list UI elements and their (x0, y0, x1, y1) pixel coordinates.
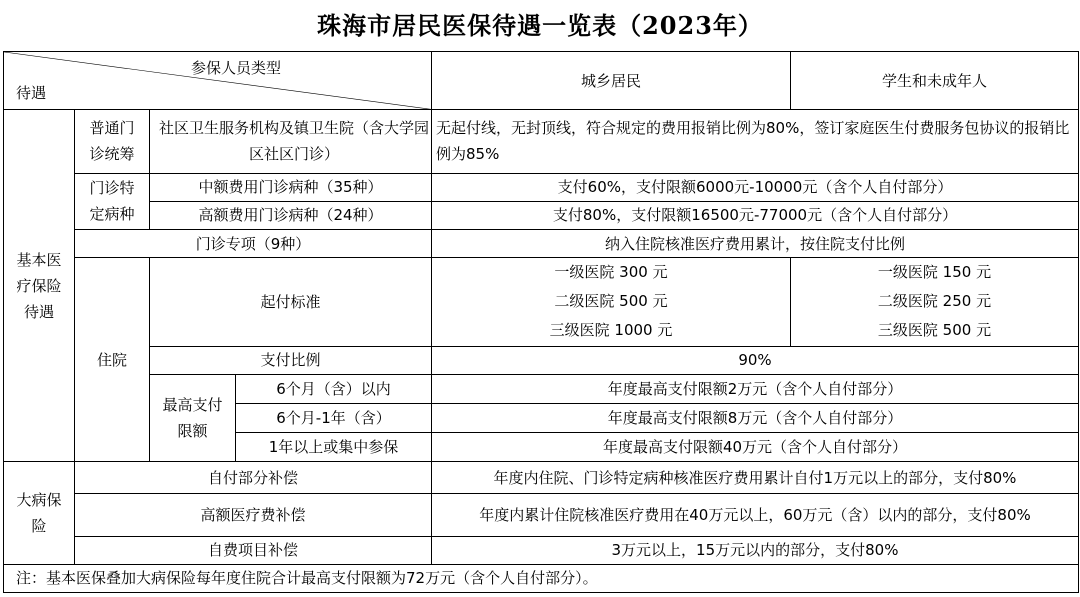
group-critical-illness: 大病保险 (4, 462, 75, 565)
outpatient-pool-policy: 无起付线，无封顶线，符合规定的费用报销比例为80%，签订家庭医生付费服务包协议的报销比例为85% (432, 110, 1079, 173)
limit-period: 6个月-1年（含） (236, 403, 432, 432)
deductible-urban-level2: 二级医院 500 元 (554, 292, 668, 311)
table-note: 注：基本医保叠加大病保险每年度住院合计最高支付限额为72万元（含个人自付部分）。 (4, 564, 1079, 592)
ratio-label: 支付比例 (150, 346, 432, 374)
critical-item-name: 高额医疗费补偿 (75, 494, 432, 536)
high-disease-policy: 支付80%，支付限额16500元-77000元（含个人自付部分） (432, 201, 1079, 229)
benefits-table (3, 51, 1079, 593)
limit-period: 1年以上或集中参保 (236, 433, 432, 462)
outpatient-pool-label: 普通门诊统筹 (75, 110, 150, 173)
limit-value: 年度最高支付限额2万元（含个人自付部分） (432, 374, 1079, 403)
table-row (4, 462, 1079, 494)
table-row (4, 258, 1079, 346)
deductible-student (791, 258, 1079, 346)
critical-item-name: 自付部分补偿 (75, 462, 432, 494)
table-row (4, 173, 1079, 201)
note-row (4, 564, 1079, 592)
table-row (4, 201, 1079, 229)
page-title: 珠海市居民医保待遇一览表（2023年） (317, 11, 763, 40)
special-item-policy: 纳入住院核准医疗费用累计，按住院支付比例 (432, 229, 1079, 257)
special-item-name: 门诊专项（9种） (75, 229, 432, 257)
deductible-student-level2: 二级医院 250 元 (877, 292, 992, 311)
limit-value: 年度最高支付限额40万元（含个人自付部分） (432, 433, 1079, 462)
deductible-urban (432, 258, 791, 346)
table-row (4, 494, 1079, 536)
limit-label: 最高支付限额 (150, 374, 236, 461)
high-disease-name: 高额费用门诊病种（24种） (150, 201, 432, 229)
inpatient-label: 住院 (75, 258, 150, 462)
deductible-student-level3: 三级医院 500 元 (877, 321, 992, 340)
critical-item-name: 自费项目补偿 (75, 536, 432, 564)
col-header-students: 学生和未成年人 (791, 52, 1079, 110)
ratio-value: 90% (432, 346, 1079, 374)
table-row (4, 374, 1079, 403)
deductible-student-level1: 一级医院 150 元 (877, 263, 992, 282)
corner-label-type: 参保人员类型 (190, 59, 281, 77)
critical-item-value: 年度内累计住院核准医疗费用在40万元以上，60万元（含）以内的部分，支付80% (432, 494, 1079, 536)
table-row (4, 536, 1079, 564)
outpatient-pool-scope: 社区卫生服务机构及镇卫生院（含大学园区社区门诊） (150, 110, 432, 173)
limit-value: 年度最高支付限额8万元（含个人自付部分） (432, 403, 1079, 432)
medium-disease-name: 中额费用门诊病种（35种） (150, 173, 432, 201)
header-row (4, 52, 1079, 110)
table-row (4, 229, 1079, 257)
critical-item-value: 3万元以上，15万元以内的部分，支付80% (432, 536, 1079, 564)
group-basic-insurance: 基本医疗保险待遇 (4, 110, 75, 462)
deductible-urban-level1: 一级医院 300 元 (554, 263, 668, 282)
table-row (4, 346, 1079, 374)
special-disease-label: 门诊特定病种 (75, 173, 150, 229)
deductible-label: 起付标准 (150, 258, 432, 346)
col-header-urban-rural: 城乡居民 (432, 52, 791, 110)
corner-label-benefit: 待遇 (16, 84, 47, 103)
deductible-urban-level3: 三级医院 1000 元 (549, 321, 673, 340)
limit-period: 6个月（含）以内 (236, 374, 432, 403)
table-row (4, 110, 1079, 173)
medium-disease-policy: 支付60%，支付限额6000元-10000元（含个人自付部分） (432, 173, 1079, 201)
critical-item-value: 年度内住院、门诊特定病种核准医疗费用累计自付1万元以上的部分，支付80% (432, 462, 1079, 494)
corner-header-cell (4, 52, 432, 110)
